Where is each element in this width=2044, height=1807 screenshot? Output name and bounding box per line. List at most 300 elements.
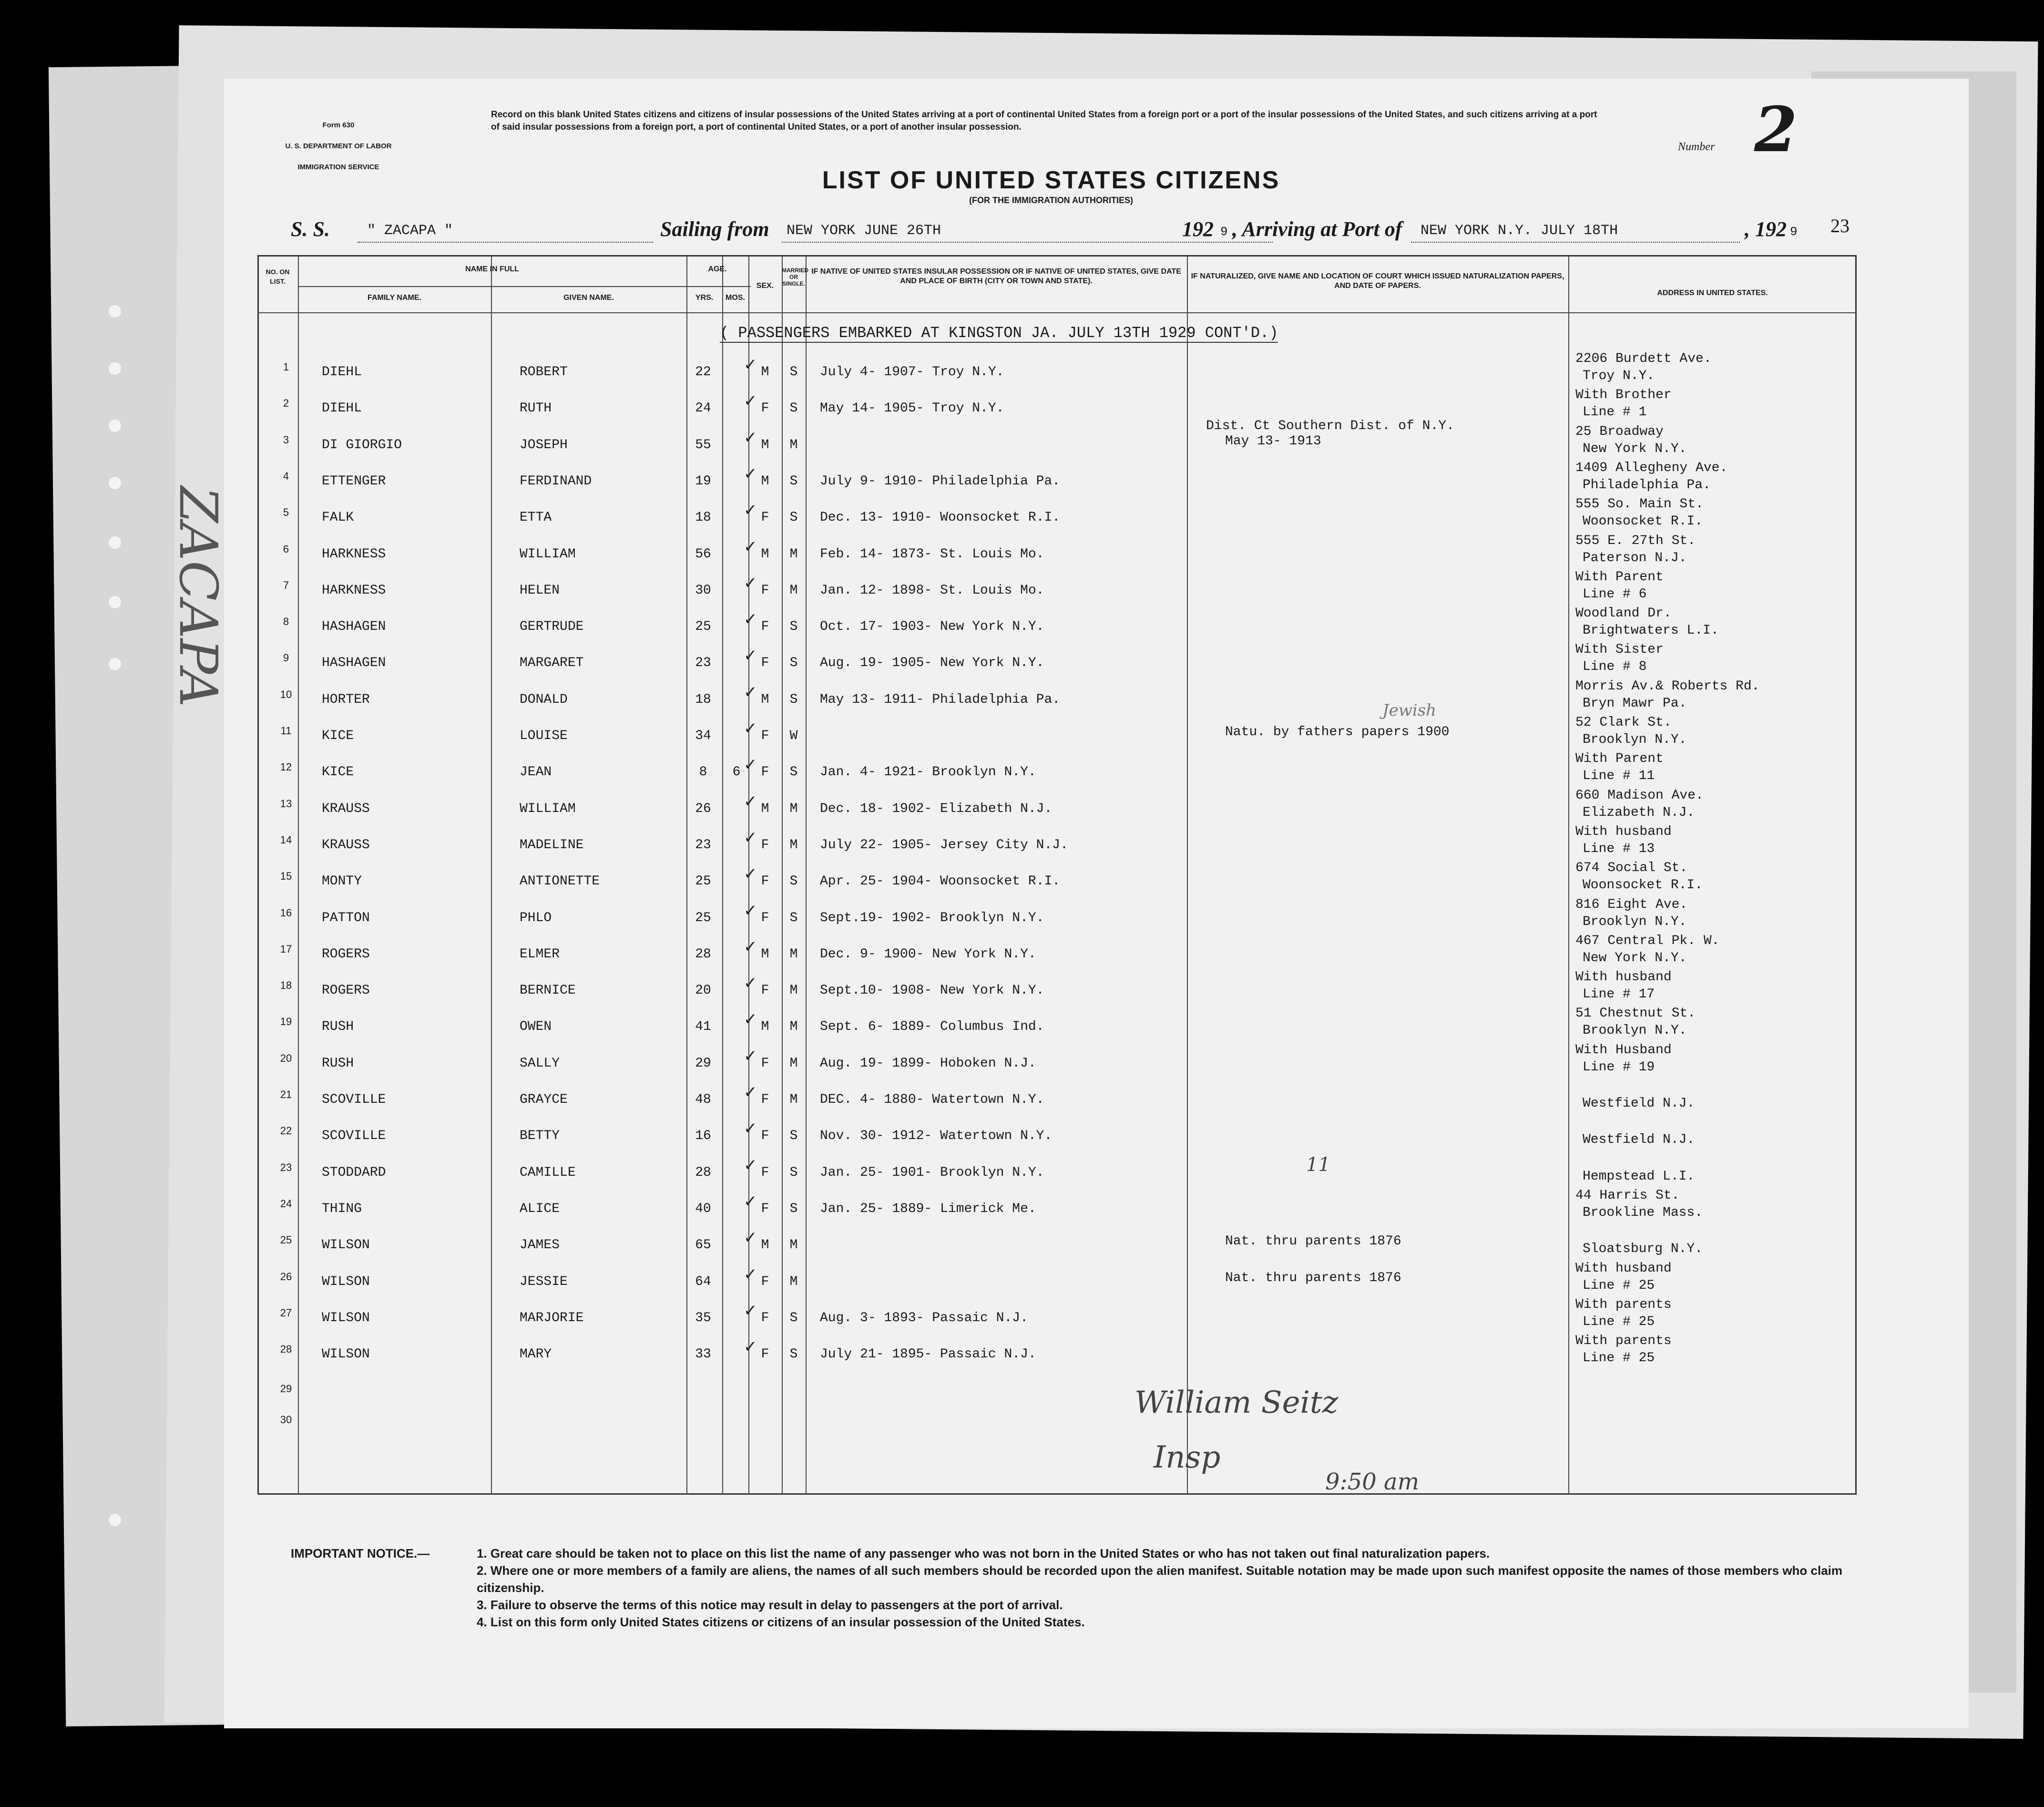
row-number: 20 [280, 1052, 292, 1064]
table-row [257, 1083, 1857, 1129]
handwritten-annotation: Jewish [1382, 701, 1437, 720]
age-years: 23 [695, 837, 711, 852]
check-mark-icon: ✓ [744, 937, 757, 956]
header-family-name: FAMILY NAME. [368, 294, 421, 302]
birth-date-place: Jan. 4- 1921- Brooklyn N.Y. [820, 765, 1036, 780]
age-years: 65 [695, 1238, 711, 1253]
address-line-2: Brooklyn N.Y. [1583, 1023, 1687, 1038]
age-years: 33 [695, 1347, 711, 1362]
given-name: PHLO [520, 910, 552, 925]
address-line-1: With Parent [1575, 569, 1664, 585]
family-name: WILSON [322, 1310, 370, 1325]
row-number: 16 [280, 906, 292, 919]
sex: F [761, 510, 769, 525]
address-line-1: With husband [1575, 824, 1672, 839]
address-line-1: With Sister [1575, 642, 1664, 657]
given-name: FERDINAND [520, 473, 592, 489]
marital-status: S [789, 874, 798, 889]
address-line-1: Morris Av.& Roberts Rd. [1575, 678, 1760, 694]
birth-date-place: Oct. 17- 1903- New York N.Y. [820, 619, 1044, 635]
marital-status: S [789, 619, 798, 635]
header-married-or-single: MARRIED OR SINGLE. [782, 267, 808, 287]
birth-date-place: Dec. 9- 1900- New York N.Y. [820, 946, 1036, 962]
check-mark-icon: ✓ [744, 1155, 757, 1175]
age-years: 48 [695, 1092, 711, 1107]
marital-status: M [789, 1019, 798, 1035]
sex: M [761, 1019, 769, 1035]
given-name: ROBERT [520, 365, 568, 380]
voyage-line [286, 217, 1878, 250]
check-mark-icon: ✓ [744, 537, 757, 556]
marital-status: S [789, 692, 798, 707]
header-naturalized: IF NATURALIZED, GIVE NAME AND LOCATION OF COURT WHICH ISSUED NATURALIZATION PAPERS, AND DATE OF PAPERS. [1191, 272, 1564, 290]
header-birth: IF NATIVE OF UNITED STATES INSULAR POSSESSION OR IF NATIVE OF UNITED STATES, GIVE DATE AND PLACE OF BIRTH (CITY OR TOWN AND STATE). [811, 267, 1181, 285]
check-mark-icon: ✓ [744, 1337, 757, 1357]
check-mark-icon: ✓ [744, 828, 757, 847]
marital-status: W [789, 729, 798, 743]
age-years: 34 [695, 729, 711, 743]
row-number: 1 [283, 361, 289, 373]
marital-status: S [789, 765, 798, 780]
given-name: MARGARET [520, 656, 584, 671]
inspector-signature: William Seitz [1134, 1385, 1339, 1420]
marital-status: S [789, 365, 798, 380]
notice-item: 3. Failure to observe the terms of this notice may result in delay to passengers at the port of arrival. [477, 1598, 1063, 1612]
address-line-2: Westfield N.J. [1583, 1132, 1695, 1148]
given-name: JEAN [520, 765, 552, 780]
family-name: KICE [322, 765, 354, 780]
table-row [257, 1188, 1857, 1238]
header-sex: SEX. [756, 282, 774, 290]
family-name: ETTENGER [322, 473, 386, 489]
family-name: MONTY [322, 874, 362, 889]
address-line-2: Elizabeth N.J. [1583, 805, 1695, 820]
check-mark-icon: ✓ [744, 646, 757, 666]
row-number: 23 [280, 1161, 292, 1173]
birth-date-place: Sept.10- 1908- New York N.Y. [820, 983, 1044, 998]
check-mark-icon: ✓ [744, 573, 757, 593]
address-line-1: 51 Chestnut St. [1575, 1006, 1696, 1021]
sex: F [761, 583, 769, 598]
row-number: 17 [280, 943, 292, 955]
address-line-1: 816 Eight Ave. [1575, 897, 1688, 912]
birth-date-place: Sept. 6- 1889- Columbus Ind. [820, 1019, 1044, 1035]
address-line-1: 25 Broadway [1575, 424, 1664, 439]
sex: M [761, 473, 769, 489]
marital-status: S [789, 1165, 798, 1180]
check-mark-icon: ✓ [744, 1119, 757, 1139]
sex: F [761, 1129, 769, 1144]
sex: M [761, 1238, 769, 1253]
row-number: 26 [280, 1270, 292, 1283]
family-name: KICE [322, 729, 354, 743]
family-name: DIEHL [322, 365, 362, 380]
check-mark-icon: ✓ [744, 901, 757, 920]
check-mark-icon: ✓ [744, 791, 757, 811]
sex: F [761, 874, 769, 889]
row-number: 6 [283, 543, 289, 555]
family-name: THING [322, 1201, 362, 1216]
check-mark-icon: ✓ [744, 464, 757, 483]
birth-date-place: Nov. 30- 1912- Watertown N.Y. [820, 1129, 1053, 1144]
check-mark-icon: ✓ [744, 1046, 757, 1066]
age-years: 55 [695, 437, 711, 452]
address-line-2: Line # 25 [1583, 1278, 1655, 1293]
margin-ship-name: ZACAPA [168, 486, 229, 707]
header-yrs: YRS. [695, 294, 714, 302]
sex: F [761, 1201, 769, 1216]
year-digit: 9 [1790, 225, 1798, 239]
sex: F [761, 1092, 769, 1107]
row-number: 3 [283, 433, 289, 446]
birth-date-place: Apr. 25- 1904- Woonsocket R.I. [820, 874, 1061, 889]
given-name: HELEN [520, 583, 560, 598]
address-line-1: With parents [1575, 1297, 1672, 1312]
year-prefix: , 192 [1745, 217, 1787, 241]
sex: M [761, 946, 769, 962]
address-line-1: 674 Social St. [1575, 861, 1688, 876]
given-name: WILLIAM [520, 801, 576, 816]
check-mark-icon: ✓ [744, 974, 757, 993]
address-line-2: Woonsocket R.I. [1583, 878, 1703, 893]
birth-date-place: July 9- 1910- Philadelphia Pa. [820, 473, 1061, 489]
address-line-2: Philadelphia Pa. [1583, 477, 1711, 493]
age-years: 18 [695, 692, 711, 707]
birth-date-place: Dec. 13- 1910- Woonsocket R.I. [820, 510, 1061, 525]
family-name: SCOVILLE [322, 1092, 386, 1107]
age-years: 35 [695, 1310, 711, 1325]
row-number: 21 [280, 1088, 292, 1100]
birth-date-place: July 21- 1895- Passaic N.J. [820, 1347, 1036, 1362]
birth-date-place: July 4- 1907- Troy N.Y. [820, 365, 1004, 380]
birth-date-place: Sept.19- 1902- Brooklyn N.Y. [820, 910, 1044, 925]
row-number: 24 [280, 1197, 292, 1210]
check-mark-icon: ✓ [744, 719, 757, 738]
age-years: 25 [695, 619, 711, 635]
page-title: LIST OF UNITED STATES CITIZENS [822, 166, 1280, 194]
given-name: BERNICE [520, 983, 576, 998]
age-years: 8 [699, 765, 707, 780]
age-years: 25 [695, 874, 711, 889]
given-name: RUTH [520, 401, 552, 416]
table-row [257, 1042, 1857, 1092]
address-line-2: Woonsocket R.I. [1583, 514, 1703, 529]
family-name: WILSON [322, 1347, 370, 1362]
address-line-1: 555 E. 27th St. [1575, 533, 1696, 548]
sex: F [761, 656, 769, 671]
row-number: 10 [280, 688, 292, 700]
check-mark-icon: ✓ [744, 428, 757, 447]
address-line-1: With parents [1575, 1334, 1672, 1349]
row-number: 19 [280, 1016, 292, 1028]
marital-status: M [789, 837, 798, 852]
birth-date-place: July 22- 1905- Jersey City N.J. [820, 837, 1068, 852]
service-name: IMMIGRATION SERVICE [297, 163, 379, 171]
age-years: 41 [695, 1019, 711, 1035]
given-name: LOUISE [520, 729, 568, 743]
age-years: 24 [695, 401, 711, 416]
marital-status: M [789, 437, 798, 452]
record-instructions: Record on this blank United States citizens and citizens of insular possessions of the United States arriving at a port of continental United States from a foreign port or a port of the insular possessions of the United States, and such citizens arriving at a port of said insular possessions from a foreign port, a port of continental United States, or a port of another insular possession. [491, 110, 1597, 132]
row-number: 30 [280, 1414, 292, 1426]
binder-hole [109, 477, 121, 489]
naturalization-court: Dist. Ct Southern Dist. of N.Y. [1206, 418, 1454, 433]
sex: M [761, 546, 769, 562]
age-years: 18 [695, 510, 711, 525]
address-line-1: 2206 Burdett Ave. [1575, 351, 1712, 366]
sex: M [761, 692, 769, 707]
marital-status: S [789, 401, 798, 416]
row-number: 27 [280, 1306, 292, 1319]
binder-hole [109, 596, 121, 608]
row-number: 5 [283, 506, 289, 519]
marital-status: M [789, 546, 798, 562]
address-line-2: Sloatsburg N.Y. [1583, 1242, 1703, 1257]
row-number: 13 [280, 797, 292, 810]
table-row [257, 1119, 1857, 1165]
given-name: ANTIONETTE [520, 874, 600, 889]
address-line-2: Line # 11 [1583, 769, 1655, 784]
marital-status: S [789, 1347, 798, 1362]
header-no-on-list: NO. ON LIST. [266, 268, 290, 285]
check-mark-icon: ✓ [744, 864, 757, 884]
address-line-2: Westfield N.J. [1583, 1096, 1695, 1111]
check-mark-icon: ✓ [744, 501, 757, 520]
family-name: KRAUSS [322, 801, 370, 816]
naturalization-detail: May 13- 1913 [1225, 433, 1321, 449]
birth-date-place: May 13- 1911- Philadelphia Pa. [820, 692, 1061, 707]
family-name: HARKNESS [322, 546, 386, 562]
notice-item: 2. Where one or more members of a family are aliens, the names of all such members should be recorded upon the alien manifest. Suitable notation may be made upon such manifest opposite the names of those members who claim citizenship. [477, 1563, 1843, 1595]
binder-hole [109, 658, 121, 670]
birth-date-place: Feb. 14- 1873- St. Louis Mo. [820, 546, 1044, 562]
row-number: 9 [283, 652, 289, 664]
arriving-port: NEW YORK N.Y. JULY 18TH [1421, 223, 1618, 239]
sex: F [761, 1056, 769, 1071]
age-years: 56 [695, 546, 711, 562]
naturalization-detail: Nat. thru parents 1876 [1225, 1270, 1401, 1285]
department-name: U. S. DEPARTMENT OF LABOR [285, 142, 392, 150]
address-line-2: Bryn Mawr Pa. [1583, 696, 1687, 711]
check-mark-icon: ✓ [744, 1228, 757, 1248]
arriving-label: , Arriving at Port of [1232, 217, 1402, 241]
address-line-2: Paterson N.J. [1583, 550, 1687, 565]
given-name: DONALD [520, 692, 568, 707]
marital-status: S [789, 1201, 798, 1216]
handwritten-mark: 11 [1306, 1154, 1330, 1176]
sex: F [761, 729, 769, 743]
birth-date-place: Jan. 25- 1901- Brooklyn N.Y. [820, 1165, 1044, 1180]
age-months: 6 [732, 765, 741, 780]
binder-hole [109, 362, 121, 375]
marital-status: M [789, 583, 798, 598]
birth-date-place: May 14- 1905- Troy N.Y. [820, 401, 1004, 416]
given-name: WILLIAM [520, 546, 576, 562]
address-line-2: Line # 13 [1583, 841, 1655, 856]
address-line-2: Hempstead L.I. [1583, 1169, 1695, 1184]
inspector-title: Insp [1154, 1440, 1221, 1475]
address-line-2: Troy N.Y. [1583, 369, 1655, 383]
row-number: 25 [280, 1234, 292, 1246]
given-name: ETTA [520, 510, 552, 525]
given-name: JOSEPH [520, 437, 568, 452]
header-name-in-full: NAME IN FULL [465, 265, 519, 273]
birth-date-place: Jan. 12- 1898- St. Louis Mo. [820, 583, 1044, 598]
row-number: 18 [280, 979, 292, 992]
sex: M [761, 437, 769, 452]
age-years: 64 [695, 1274, 711, 1289]
page-count: 23 [1830, 215, 1850, 236]
sex: F [761, 765, 769, 780]
page-subtitle: (FOR THE IMMIGRATION AUTHORITIES) [969, 195, 1133, 205]
check-mark-icon: ✓ [744, 355, 757, 374]
address-line-2: Line # 25 [1583, 1314, 1655, 1329]
sex: F [761, 983, 769, 998]
form-identifier [248, 110, 429, 183]
age-years: 22 [695, 365, 711, 380]
sex: F [761, 910, 769, 925]
row-number: 29 [280, 1383, 292, 1395]
address-line-1: With husband [1575, 1261, 1672, 1276]
check-mark-icon: ✓ [744, 682, 757, 702]
given-name: ELMER [520, 946, 560, 962]
family-name: RUSH [322, 1056, 354, 1071]
birth-date-place: DEC. 4- 1880- Watertown N.Y. [820, 1092, 1044, 1107]
check-mark-icon: ✓ [744, 391, 757, 411]
age-years: 28 [695, 946, 711, 962]
family-name: RUSH [322, 1019, 354, 1035]
family-name: ROGERS [322, 983, 370, 998]
marital-status: M [789, 1092, 798, 1107]
sex: F [761, 619, 769, 635]
address-line-2: Line # 6 [1583, 586, 1647, 602]
sex: F [761, 837, 769, 852]
age-years: 26 [695, 801, 711, 816]
naturalization-detail: Natu. by fathers papers 1900 [1225, 725, 1450, 739]
address-line-2: Line # 25 [1583, 1351, 1655, 1366]
sex: M [761, 365, 769, 380]
notice-item: 1. Great care should be taken not to place on this list the name of any passenger who was not born in the United States or who has not taken out final naturalization papers. [477, 1546, 1490, 1561]
marital-status: S [789, 510, 798, 525]
header-age: AGE. [708, 265, 727, 273]
naturalization-detail: Nat. thru parents 1876 [1225, 1234, 1401, 1249]
check-mark-icon: ✓ [744, 1301, 757, 1320]
family-name: PATTON [322, 910, 370, 925]
sailing-from: NEW YORK JUNE 26TH [787, 223, 941, 239]
check-mark-icon: ✓ [744, 1191, 757, 1211]
given-name: MARY [520, 1347, 552, 1362]
given-name: GRAYCE [520, 1092, 568, 1107]
family-name: HASHAGEN [322, 656, 386, 671]
year-digit: 9 [1220, 225, 1228, 239]
marital-status: S [789, 910, 798, 925]
address-line-1: 44 Harris St. [1575, 1188, 1680, 1203]
address-line-1: 52 Clark St. [1575, 715, 1672, 730]
check-mark-icon: ✓ [744, 1083, 757, 1102]
marital-status: S [789, 1129, 798, 1144]
family-name: HARKNESS [322, 583, 386, 598]
age-years: 20 [695, 983, 711, 998]
marital-status: M [789, 1056, 798, 1071]
age-years: 19 [695, 473, 711, 489]
binder-hole [109, 536, 121, 549]
notice-lead: IMPORTANT NOTICE.— [291, 1546, 430, 1561]
family-name: DI GIORGIO [322, 437, 402, 452]
address-line-1: With Parent [1575, 751, 1664, 767]
inspection-time: 9:50 am [1325, 1468, 1420, 1495]
header-given-name: GIVEN NAME. [563, 294, 614, 302]
age-years: 23 [695, 656, 711, 671]
given-name: BETTY [520, 1129, 560, 1144]
address-line-1: 467 Central Pk. W. [1575, 933, 1720, 948]
birth-date-place: Dec. 18- 1902- Elizabeth N.J. [820, 801, 1053, 816]
address-line-2: Brooklyn N.Y. [1583, 732, 1687, 747]
year-prefix: 192 [1182, 217, 1214, 241]
binder-hole [109, 420, 121, 432]
address-line-1: With Brother [1575, 388, 1672, 403]
list-number: 2 [1754, 93, 1798, 166]
family-name: DIEHL [322, 401, 362, 416]
header-mos: MOS. [726, 294, 745, 302]
row-number: 11 [280, 725, 292, 737]
family-name: KRAUSS [322, 837, 370, 852]
row-number: 28 [280, 1343, 292, 1355]
sex: F [761, 1274, 769, 1289]
marital-status: M [789, 983, 798, 998]
notice-item: 4. List on this form only United States citizens or citizens of an insular possession of the United States. [477, 1615, 1085, 1629]
embarkation-note: ( PASSENGERS EMBARKED AT KINGSTON JA. JULY 13TH 1929 CONT'D.) [720, 324, 1278, 342]
ship-name: " ZACAPA " [367, 223, 453, 239]
row-number: 8 [283, 616, 289, 628]
age-years: 30 [695, 583, 711, 598]
given-name: CAMILLE [520, 1165, 576, 1180]
address-line-2: New York N.Y. [1583, 441, 1687, 456]
given-name: ALICE [520, 1201, 560, 1216]
check-mark-icon: ✓ [744, 755, 757, 775]
marital-status: M [789, 1238, 798, 1253]
table-row [257, 1334, 1857, 1383]
age-years: 40 [695, 1201, 711, 1216]
family-name: SCOVILLE [322, 1129, 386, 1144]
sailing-label: Sailing from [660, 217, 769, 241]
address-line-1: 555 So. Main St. [1575, 497, 1704, 512]
header-address: ADDRESS IN UNITED STATES. [1657, 289, 1768, 297]
age-years: 28 [695, 1165, 711, 1180]
binder-hole [109, 305, 121, 318]
address-line-2: Line # 8 [1583, 659, 1647, 675]
sex: F [761, 401, 769, 416]
given-name: MARJORIE [520, 1310, 584, 1325]
family-name: WILSON [322, 1274, 370, 1289]
family-name: WILSON [322, 1238, 370, 1253]
form-number: Form 630 [322, 121, 355, 129]
family-name: ROGERS [322, 946, 370, 962]
row-number: 4 [283, 470, 289, 482]
address-line-2: New York N.Y. [1583, 950, 1687, 965]
given-name: OWEN [520, 1019, 552, 1035]
binder-hole [109, 1514, 121, 1526]
row-number: 15 [280, 870, 292, 883]
family-name: HASHAGEN [322, 619, 386, 635]
row-number: 14 [280, 833, 292, 846]
address-line-2: Line # 19 [1583, 1059, 1655, 1075]
check-mark-icon: ✓ [744, 610, 757, 629]
check-mark-icon: ✓ [744, 1264, 757, 1284]
age-years: 29 [695, 1056, 711, 1071]
given-name: MADELINE [520, 837, 584, 852]
number-label: Number [1678, 141, 1715, 153]
birth-date-place: Aug. 19- 1905- New York N.Y. [820, 656, 1044, 671]
